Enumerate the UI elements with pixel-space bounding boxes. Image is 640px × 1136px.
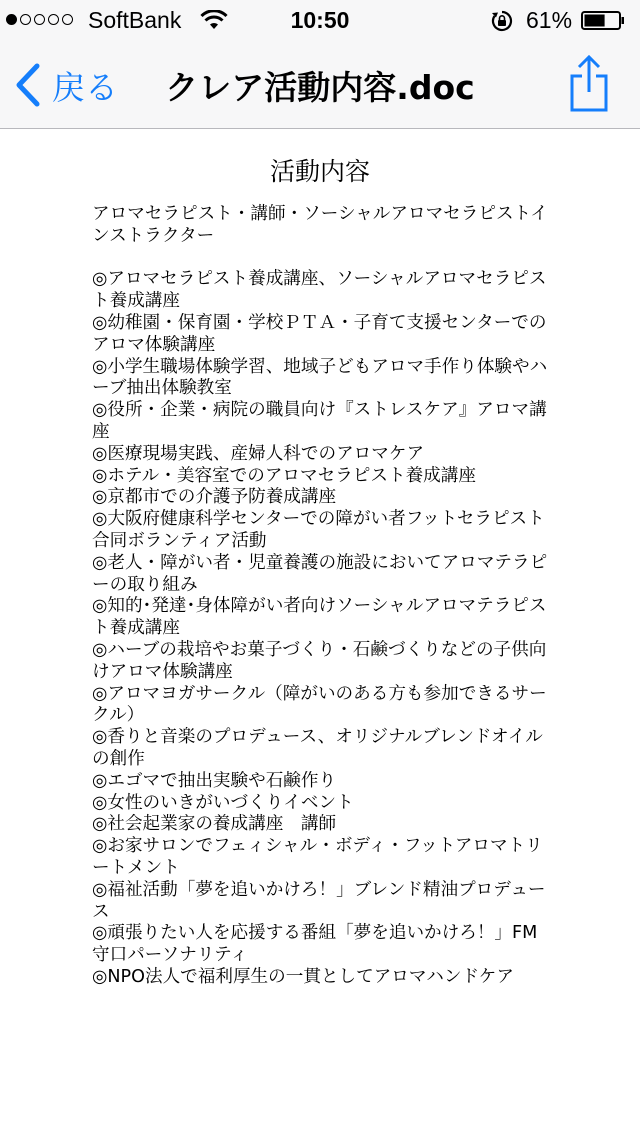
activity-item: ◎老人・障がい者・児童養護の施設においてアロマテラピーの取り組み [92, 552, 548, 595]
activity-list [92, 269, 554, 988]
activity-item: ◎小学生職場体験学習、地域子どもアロマ手作り体験やハーブ抽出体験教室 [92, 356, 548, 399]
document-body [92, 204, 554, 989]
activity-item: ◎知的･発達･身体障がい者向けソーシャルアロマテラピスト養成講座 [92, 596, 547, 639]
activity-item: ◎医療現場実践、産婦人科でのアロマケア [92, 443, 425, 464]
blank-line [92, 248, 554, 270]
document-intro: アロマセラピスト・講師・ソーシャルアロマセラピストインストラクター [92, 204, 548, 246]
share-icon[interactable] [566, 54, 612, 114]
activity-item: ◎香りと音楽のプロデュース、オリジナルブレンドオイルの創作 [92, 727, 543, 769]
activity-item: ◎福祉活動「夢を追いかけろ！」ブレンド精油プロデュース [92, 879, 546, 922]
page-title: クレア活動内容.doc [165, 68, 475, 107]
activity-item: ◎アロマヨガサークル（障がいのある方も参加できるサークル） [92, 683, 547, 726]
activity-item: ◎ハーブの栽培やお菓子づくり・石鹸づくりなどの子供向けアロマ体験講座 [92, 639, 547, 682]
battery-percent: 61% [526, 7, 573, 33]
back-button[interactable] [14, 62, 118, 108]
navigation-bar [0, 40, 640, 128]
status-time: 10:50 [290, 7, 350, 33]
activity-item: ◎お家サロンでフェィシャル・ボディ・フットアロマトリートメント [92, 836, 543, 878]
activity-item: ◎役所・企業・病院の職員向け『ストレスケア』アロマ講座 [92, 400, 547, 442]
status-bar [0, 0, 640, 40]
rotation-lock-icon [490, 10, 514, 32]
activity-item: ◎幼稚園・保育園・学校ＰＴＡ・子育て支援センターでのアロマ体験講座 [92, 312, 547, 355]
battery-icon [581, 11, 625, 30]
activity-item: ◎NPO法人で福利厚生の一貫としてアロマハンドケア [92, 966, 514, 987]
activity-item: ◎社会起業家の養成講座 講師 [92, 814, 337, 835]
activity-item: ◎大阪府健康科学センターでの障がい者フットセラピスト合同ボランティア活動 [92, 509, 545, 551]
activity-item: ◎頑張りたい人を応援する番組「夢を追いかけろ！」FM守口パーソナリティ [92, 923, 538, 966]
document-heading: 活動内容 [269, 157, 370, 186]
activity-item: ◎京都市での介護予防養成講座 [92, 487, 337, 508]
activity-item: ◎ホテル・美容室でのアロマセラピスト養成講座 [92, 465, 476, 486]
activity-item: ◎女性のいきがいづくりイベント [92, 792, 354, 813]
activity-item: ◎アロマセラピスト養成講座、ソーシャルアロマセラピスト養成講座 [92, 269, 547, 312]
activity-item: ◎エゴマで抽出実験や石鹸作り [92, 770, 337, 791]
top-bar [0, 0, 640, 129]
carrier-name: SoftBank [88, 7, 182, 33]
back-label: 戻る [52, 67, 118, 107]
chevron-left-icon [14, 63, 42, 107]
